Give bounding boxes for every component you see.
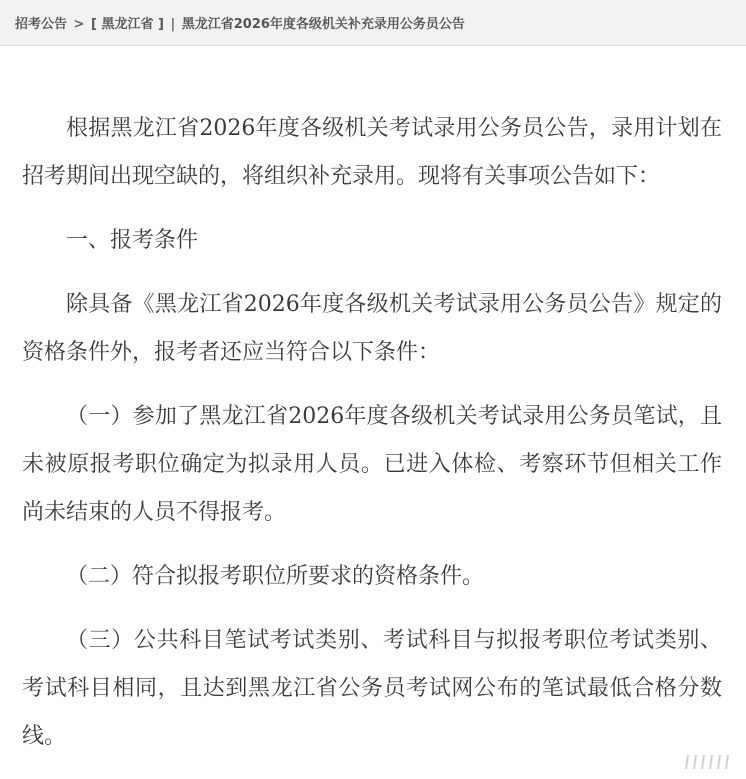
breadcrumb-link-province[interactable]: [ 黑龙江省 ] bbox=[90, 17, 164, 32]
watermark-icon bbox=[686, 755, 732, 769]
article-body bbox=[22, 105, 722, 777]
article-intro-paragraph: 根据黑龙江省2026年度各级机关考试录用公务员公告，录用计划在招考期间出现空缺的，将组织补充录用。现将有关事项公告如下： bbox=[22, 116, 722, 189]
requirements-intro-paragraph: 除具备《黑龙江省2026年度各级机关考试录用公务员公告》规定的资格条件外，报考者还应当符合以下条件： bbox=[22, 292, 722, 365]
breadcrumb bbox=[0, 0, 746, 46]
requirement-item-1: （一）参加了黑龙江省2026年度各级机关考试录用公务员笔试，且未被原报考职位确定为拟录用人员。已进入体检、考察环节但相关工作尚未结束的人员不得报考。 bbox=[22, 404, 722, 525]
breadcrumb-arrow: > bbox=[73, 17, 85, 32]
requirement-item-3: （三）公共科目笔试考试类别、考试科目与拟报考职位考试类别、考试科目相同，且达到黑龙江省公务员考试网公布的笔试最低合格分数线。 bbox=[22, 628, 722, 749]
requirement-item-2: （二）符合拟报考职位所要求的资格条件。 bbox=[66, 564, 485, 589]
breadcrumb-divider: | bbox=[170, 17, 176, 32]
breadcrumb-link-announcements[interactable]: 招考公告 bbox=[15, 17, 68, 32]
section-heading-requirements: 一、报考条件 bbox=[66, 228, 199, 253]
breadcrumb-current-title: 黑龙江省2026年度各级机关补充录用公务员公告 bbox=[181, 17, 465, 32]
